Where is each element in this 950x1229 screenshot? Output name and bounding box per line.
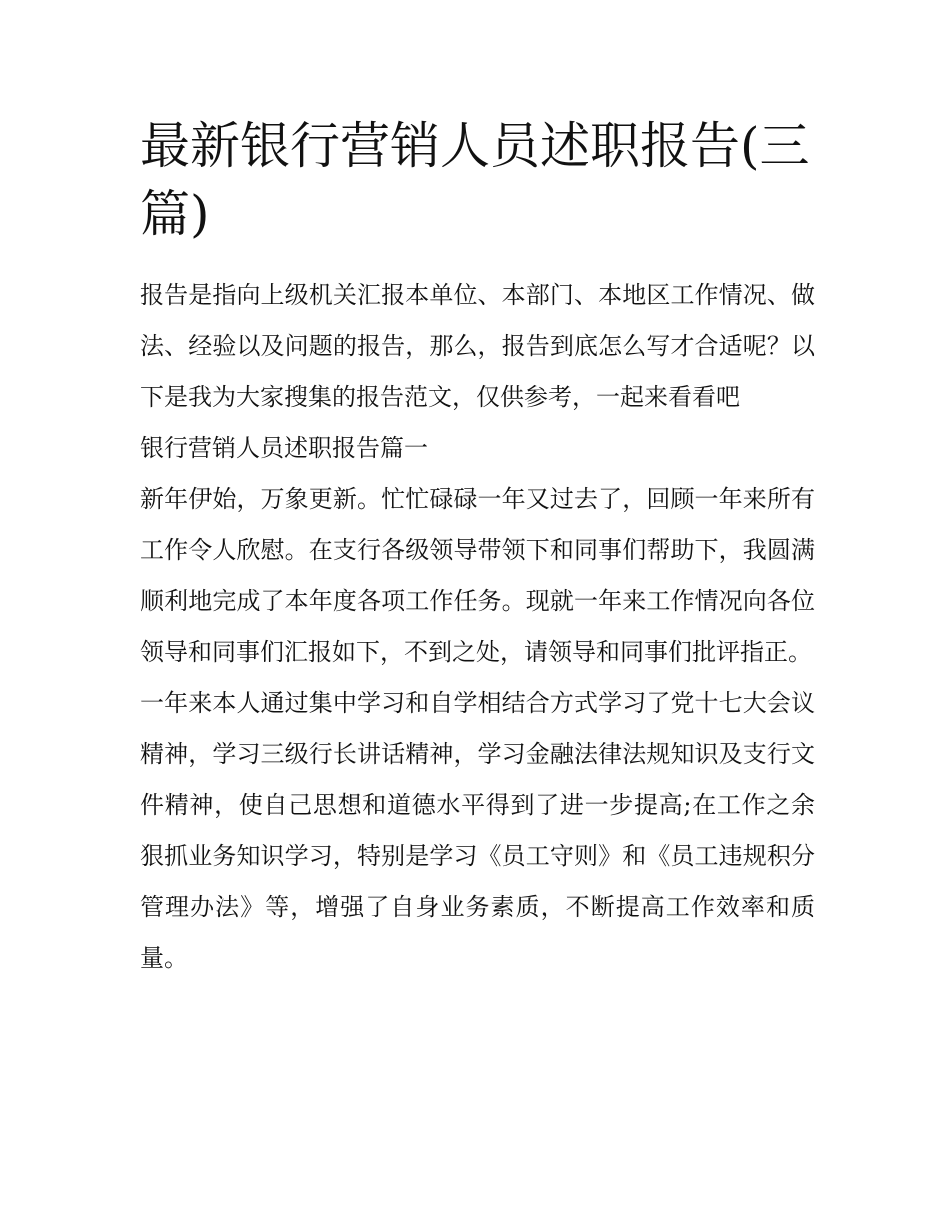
intro-paragraph: 报告是指向上级机关汇报本单位、本部门、本地区工作情况、做法、经验以及问题的报告，那么，报告到底怎么写才合适呢？以下是我为大家搜集的报告范文，仅供参考，一起来看看吧 [140,281,815,411]
body-paragraph-1: 新年伊始，万象更新。忙忙碌碌一年又过去了，回顾一年来所有工作令人欣慰。在支行各级领导带领下和同事们帮助下，我圆满顺利地完成了本年度各项工作任务。现就一年来工作情况向各位领导和同事们汇报如下，不到之处，请领导和同事们批评指正。 [140,485,815,666]
document-page [140,112,815,984]
section-heading: 银行营销人员述职报告篇一 [140,434,428,462]
document-title: 最新银行营销人员述职报告(三篇) [140,117,810,243]
body-paragraph-2: 一年来本人通过集中学习和自学相结合方式学习了党十七大会议精神，学习三级行长讲话精神，学习金融法律法规知识及支行文件精神，使自己思想和道德水平得到了进一步提高;在工作之余狠抓业务知识学习，特别是学习《员工守则》和《员工违规积分管理办法》等，增强了自身业务素质，不断提高工作效率和质量。 [140,689,815,972]
